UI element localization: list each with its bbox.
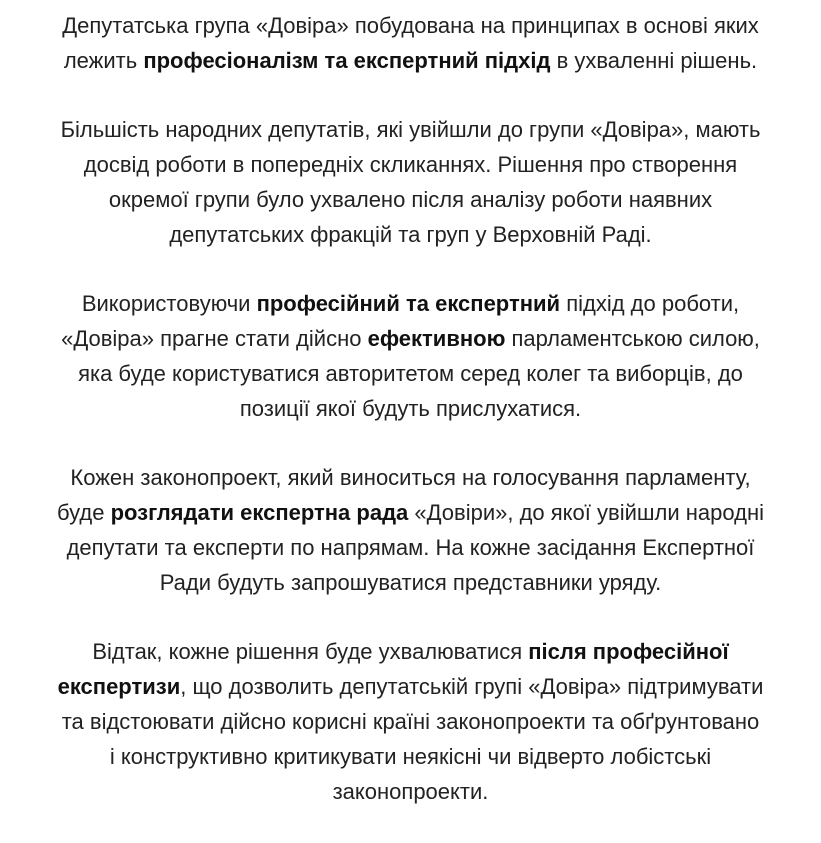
- text-line: [24, 530, 797, 565]
- text-run: буде: [56, 500, 111, 525]
- text-run: досвід роботи в попередніх скликаннях. Рішення про створення: [83, 152, 738, 177]
- text-line: [24, 704, 797, 739]
- text-run: Депутатська група «Довіра» побудована на принципах в основі яких: [62, 13, 759, 38]
- text-line: [24, 43, 797, 78]
- text-line: [24, 182, 797, 217]
- bold-emphasis: розглядати експертна рада: [110, 500, 409, 525]
- text-line: [24, 217, 797, 252]
- text-line: [24, 321, 797, 356]
- text-run: «Довіра» прагне стати дійсно: [61, 326, 368, 351]
- text-run: законопроекти.: [332, 779, 489, 804]
- text-run: «Довіри», до якої увійшли народні: [408, 500, 764, 525]
- text-run: позиції якої будуть прислухатися.: [239, 396, 582, 421]
- paragraph-1: [0, 8, 821, 78]
- text-line: [24, 739, 797, 774]
- text-run: парламентською силою,: [505, 326, 760, 351]
- text-run: в ухваленні рішень.: [550, 48, 758, 73]
- text-line: [24, 8, 797, 43]
- text-run: та відстоювати дійсно корисні країні законопроекти та обґрунтовано: [61, 709, 760, 734]
- bold-emphasis: експертизи: [57, 674, 181, 699]
- text-line: [24, 565, 797, 600]
- text-run: депутати та експерти по напрямам. На кожне засідання Експертної: [66, 535, 755, 560]
- bold-emphasis: професіоналізм та експертний підхід: [143, 48, 551, 73]
- paragraph-2: [0, 112, 821, 252]
- bold-emphasis: після професійної: [528, 639, 729, 664]
- text-line: [24, 495, 797, 530]
- text-line: [24, 147, 797, 182]
- text-line: [24, 634, 797, 669]
- text-run: підхід до роботи,: [560, 291, 740, 316]
- text-line: [24, 391, 797, 426]
- paragraph-4: [0, 460, 821, 600]
- bold-emphasis: професійний та експертний: [256, 291, 561, 316]
- paragraph-5: [0, 634, 821, 809]
- text-run: депутатських фракцій та груп у Верховній Раді.: [169, 222, 652, 247]
- text-line: [24, 669, 797, 704]
- text-line: [24, 460, 797, 495]
- text-run: Більшість народних депутатів, які увійшли до групи «Довіра», мають: [60, 117, 761, 142]
- text-run: , що дозволить депутатській групі «Довіра» підтримувати: [180, 674, 764, 699]
- text-run: окремої групи було ухвалено після аналізу роботи наявних: [108, 187, 713, 212]
- text-line: [24, 286, 797, 321]
- document-body: [0, 8, 821, 843]
- text-run: лежить: [63, 48, 144, 73]
- bold-emphasis: ефективною: [367, 326, 506, 351]
- text-run: яка буде користуватися авторитетом серед колег та виборців, до: [78, 361, 743, 386]
- text-run: Ради будуть запрошуватися представники уряду.: [159, 570, 662, 595]
- text-run: Відтак, кожне рішення буде ухвалюватися: [92, 639, 529, 664]
- text-run: і конструктивно критикувати неякісні чи відверто лобістські: [109, 744, 712, 769]
- text-line: [24, 112, 797, 147]
- paragraph-3: [0, 286, 821, 426]
- text-line: [24, 356, 797, 391]
- text-run: Кожен законопроект, який виноситься на голосування парламенту,: [70, 465, 751, 490]
- text-line: [24, 774, 797, 809]
- text-run: Використовуючи: [81, 291, 257, 316]
